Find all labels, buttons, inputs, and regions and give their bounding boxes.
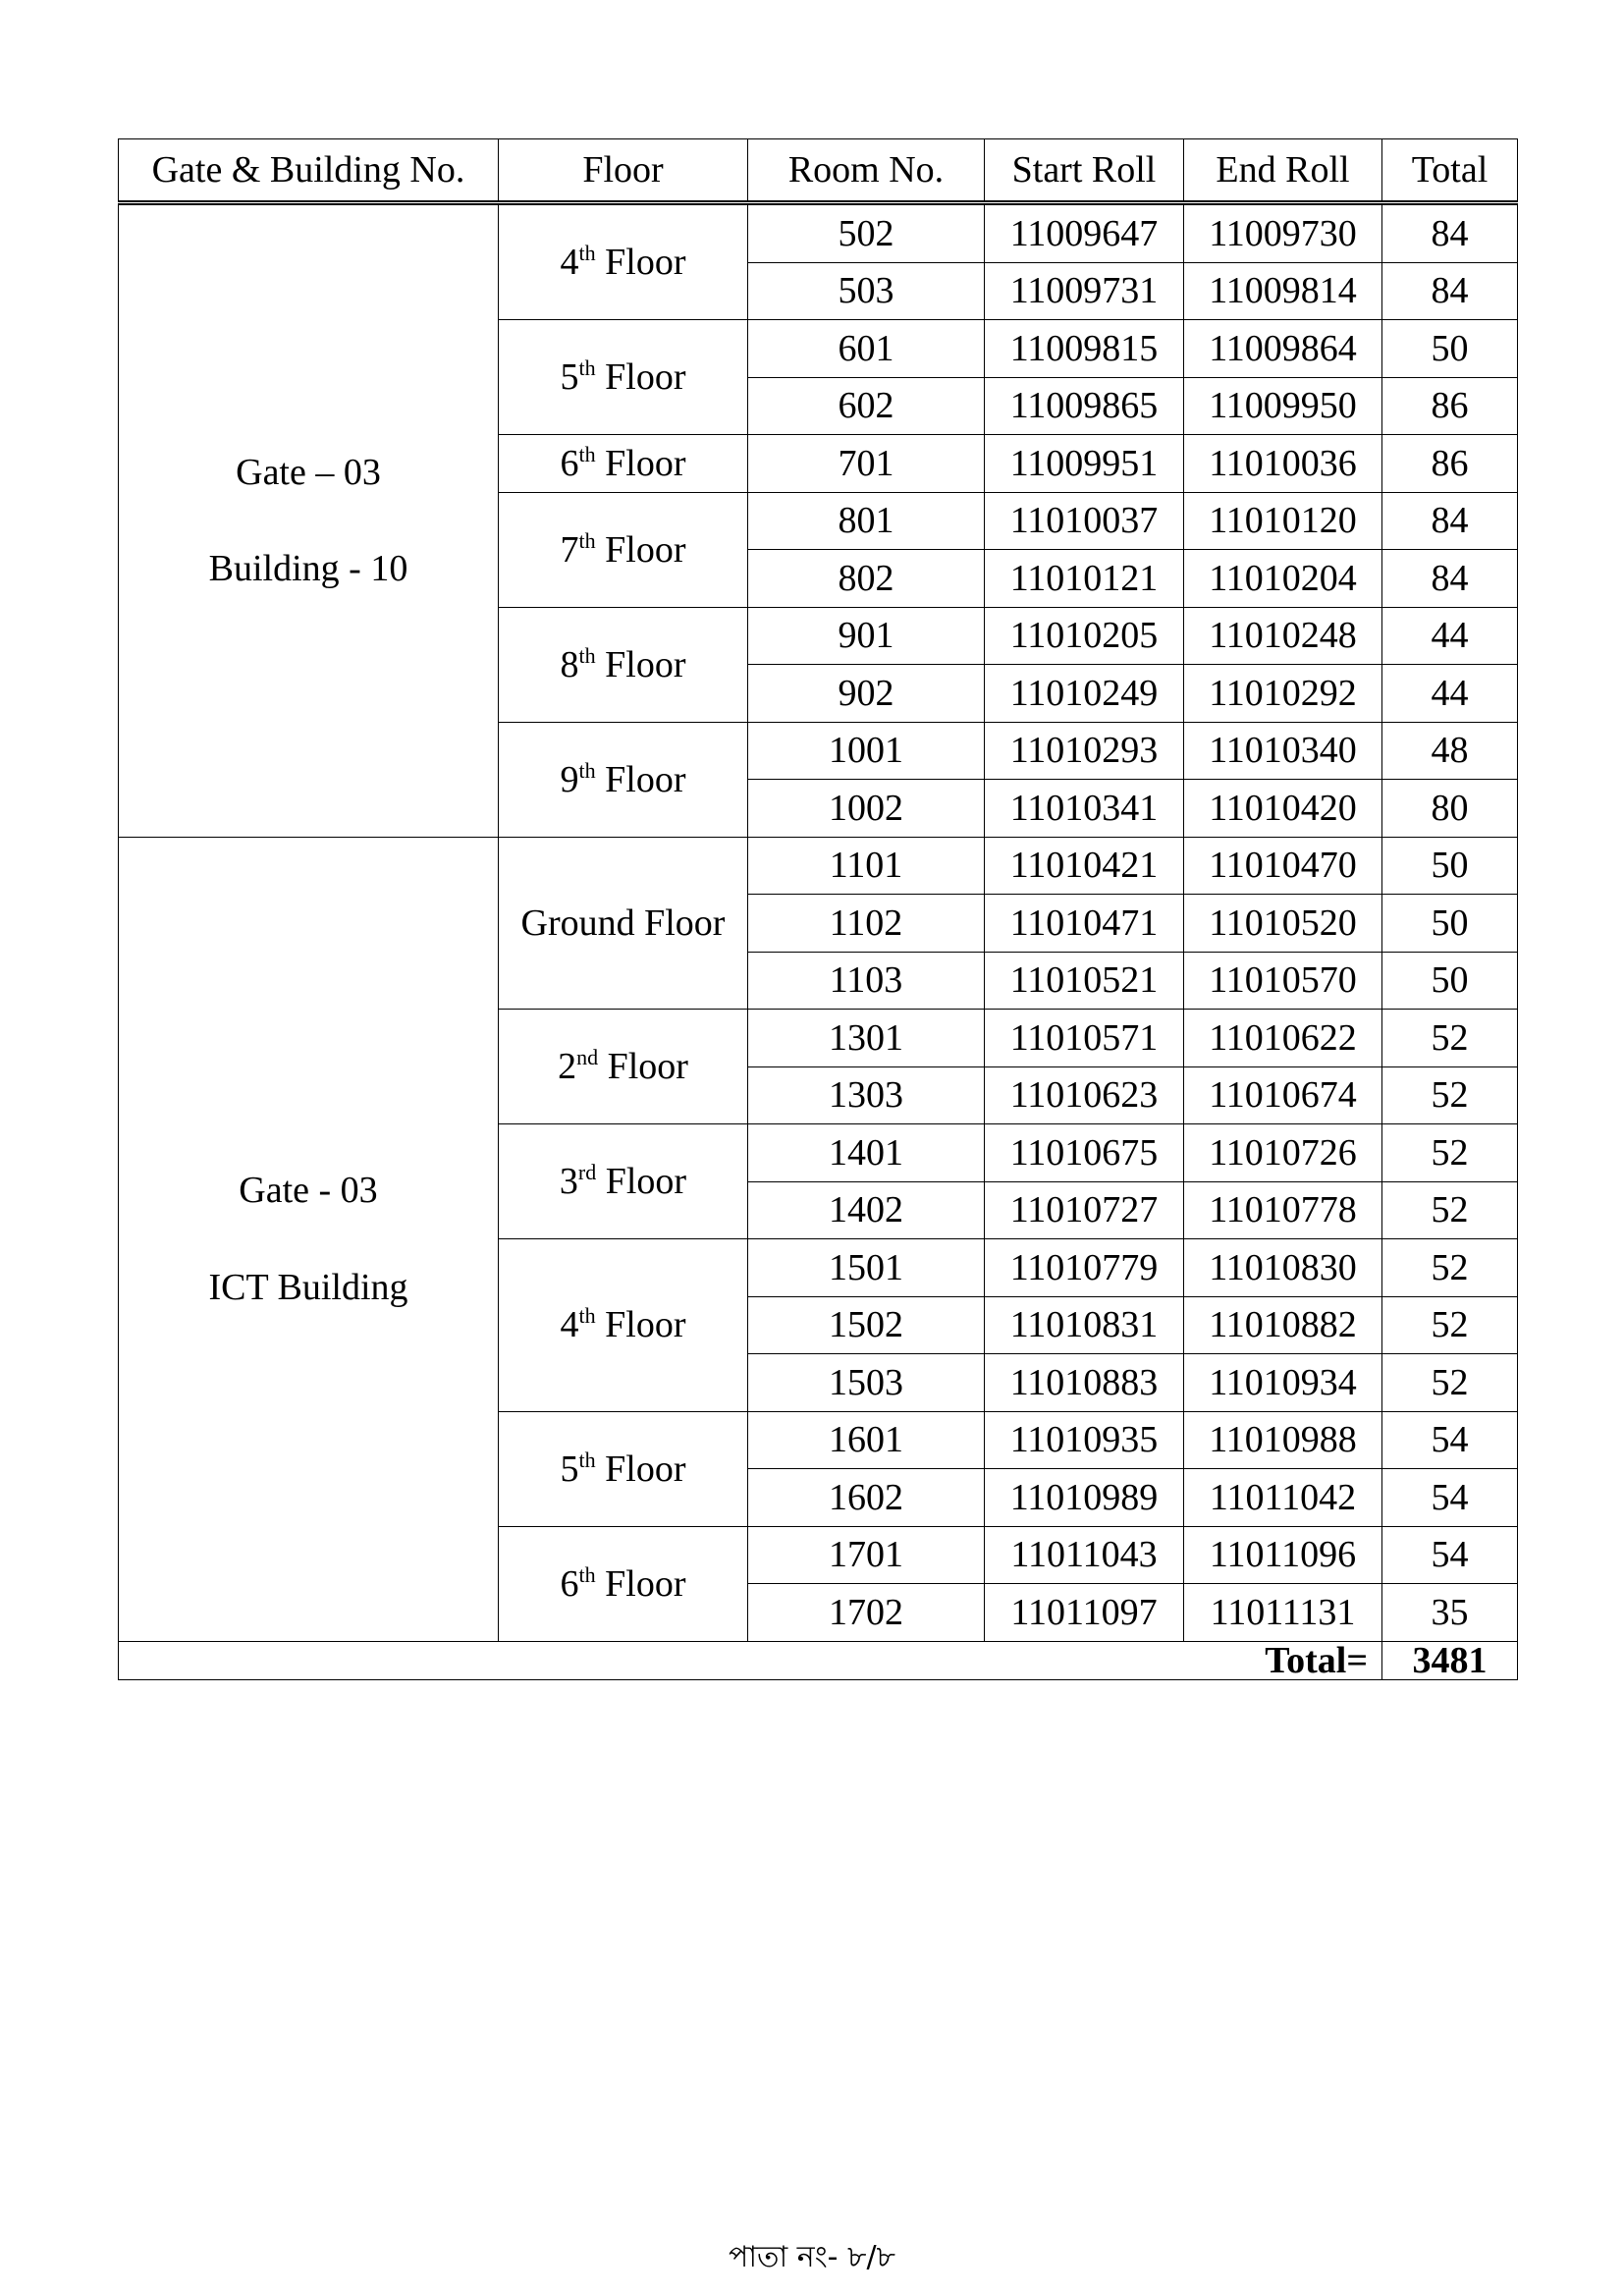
end-roll-cell: 11010036 xyxy=(1184,435,1382,493)
header-start-roll: Start Roll xyxy=(985,139,1184,203)
start-roll-cell: 11009815 xyxy=(985,320,1184,378)
total-cell: 84 xyxy=(1382,262,1518,320)
start-roll-cell: 11010883 xyxy=(985,1354,1184,1412)
start-roll-cell: 11010935 xyxy=(985,1411,1184,1469)
start-roll-cell: 11010989 xyxy=(985,1469,1184,1527)
end-roll-cell: 11009814 xyxy=(1184,262,1382,320)
end-roll-cell: 11010988 xyxy=(1184,1411,1382,1469)
total-cell: 52 xyxy=(1382,1124,1518,1182)
room-no-cell: 1503 xyxy=(748,1354,985,1412)
gate-spacer xyxy=(119,506,498,535)
total-cell: 54 xyxy=(1382,1526,1518,1584)
header-gate-building: Gate & Building No. xyxy=(119,139,499,203)
end-roll-cell: 11010204 xyxy=(1184,550,1382,608)
total-cell: 86 xyxy=(1382,377,1518,435)
floor-number: 5 xyxy=(560,1448,579,1490)
room-no-cell: 1402 xyxy=(748,1181,985,1239)
room-no-cell: 1602 xyxy=(748,1469,985,1527)
total-cell: 50 xyxy=(1382,952,1518,1010)
header-room-no: Room No. xyxy=(748,139,985,203)
end-roll-cell: 11009730 xyxy=(1184,203,1382,263)
total-cell: 50 xyxy=(1382,320,1518,378)
room-no-cell: 1102 xyxy=(748,895,985,953)
floor-cell xyxy=(499,1239,748,1412)
floor-number: 5 xyxy=(560,356,579,398)
floor-label: Floor xyxy=(605,1161,687,1202)
header-floor: Floor xyxy=(499,139,748,203)
table-row xyxy=(119,837,1518,895)
start-roll-cell: 11010623 xyxy=(985,1066,1184,1124)
room-no-cell: 1601 xyxy=(748,1411,985,1469)
total-cell: 52 xyxy=(1382,1296,1518,1354)
floor-ordinal-suffix: th xyxy=(578,1303,596,1329)
total-cell: 86 xyxy=(1382,435,1518,493)
room-no-cell: 502 xyxy=(748,203,985,263)
room-no-cell: 1701 xyxy=(748,1526,985,1584)
floor-cell xyxy=(499,1010,748,1124)
total-cell: 50 xyxy=(1382,837,1518,895)
room-no-cell: 601 xyxy=(748,320,985,378)
floor-cell xyxy=(499,722,748,837)
floor-cell xyxy=(499,607,748,722)
seat-plan-table xyxy=(118,138,1518,1680)
floor-ordinal-suffix: rd xyxy=(577,1160,597,1184)
total-cell: 35 xyxy=(1382,1584,1518,1642)
floor-number: 4 xyxy=(560,1304,579,1346)
gate-building-cell xyxy=(119,837,499,1641)
floor-label: Floor xyxy=(605,528,686,571)
end-roll-cell: 11010882 xyxy=(1184,1296,1382,1354)
room-no-cell: 802 xyxy=(748,550,985,608)
table-row xyxy=(119,203,1518,263)
room-no-cell: 902 xyxy=(748,665,985,723)
room-no-cell: 901 xyxy=(748,607,985,665)
floor-cell xyxy=(499,1411,748,1526)
floor-label: Floor xyxy=(605,356,686,398)
floor-cell xyxy=(499,1526,748,1641)
end-roll-cell: 11010726 xyxy=(1184,1124,1382,1182)
end-roll-cell: 11010292 xyxy=(1184,665,1382,723)
end-roll-cell: 11011096 xyxy=(1184,1526,1382,1584)
end-roll-cell: 11010248 xyxy=(1184,607,1382,665)
room-no-cell: 1301 xyxy=(748,1010,985,1067)
start-roll-cell: 11009647 xyxy=(985,203,1184,263)
total-cell: 54 xyxy=(1382,1411,1518,1469)
floor-ordinal-suffix: th xyxy=(578,642,596,668)
floor-label: Floor xyxy=(605,1304,686,1346)
start-roll-cell: 11010727 xyxy=(985,1181,1184,1239)
floor-label: Floor xyxy=(605,643,686,685)
total-cell: 54 xyxy=(1382,1469,1518,1527)
floor-ordinal-suffix: th xyxy=(578,441,596,466)
floor-cell xyxy=(499,435,748,493)
end-roll-cell: 11010120 xyxy=(1184,492,1382,550)
total-cell: 52 xyxy=(1382,1354,1518,1412)
floor-ordinal-suffix: th xyxy=(578,355,596,380)
page-number: পাতা নং- ৮/৮ xyxy=(728,2240,896,2274)
start-roll-cell: 11010341 xyxy=(985,780,1184,838)
start-roll-cell: 11010471 xyxy=(985,895,1184,953)
room-no-cell: 1001 xyxy=(748,722,985,780)
room-no-cell: 1502 xyxy=(748,1296,985,1354)
total-cell: 52 xyxy=(1382,1010,1518,1067)
start-roll-cell: 11010421 xyxy=(985,837,1184,895)
grand-total-value: 3481 xyxy=(1382,1641,1518,1679)
end-roll-cell: 11010340 xyxy=(1184,722,1382,780)
start-roll-cell: 11010121 xyxy=(985,550,1184,608)
floor-number: 2 xyxy=(558,1046,577,1087)
floor-cell xyxy=(499,1124,748,1239)
floor-ordinal-suffix: th xyxy=(578,241,596,265)
start-roll-cell: 11011043 xyxy=(985,1526,1184,1584)
floor-label: Floor xyxy=(605,242,686,283)
floor-cell xyxy=(499,320,748,435)
end-roll-cell: 11011131 xyxy=(1184,1584,1382,1642)
start-roll-cell: 11010293 xyxy=(985,722,1184,780)
start-roll-cell: 11010571 xyxy=(985,1010,1184,1067)
room-no-cell: 503 xyxy=(748,262,985,320)
end-roll-cell: 11009950 xyxy=(1184,377,1382,435)
building-label: Building - 10 xyxy=(208,548,408,590)
total-cell: 84 xyxy=(1382,203,1518,263)
floor-ordinal-suffix: th xyxy=(578,1561,596,1587)
end-roll-cell: 11010830 xyxy=(1184,1239,1382,1297)
start-roll-cell: 11010037 xyxy=(985,492,1184,550)
total-cell: 48 xyxy=(1382,722,1518,780)
room-no-cell: 602 xyxy=(748,377,985,435)
gate-label: Gate – 03 xyxy=(236,451,381,493)
floor-label: Floor xyxy=(605,1448,686,1490)
end-roll-cell: 11010520 xyxy=(1184,895,1382,953)
end-roll-cell: 11009864 xyxy=(1184,320,1382,378)
start-roll-cell: 11009865 xyxy=(985,377,1184,435)
room-no-cell: 1002 xyxy=(748,780,985,838)
end-roll-cell: 11010470 xyxy=(1184,837,1382,895)
header-end-roll: End Roll xyxy=(1184,139,1382,203)
building-label: ICT Building xyxy=(208,1266,408,1308)
start-roll-cell: 11010675 xyxy=(985,1124,1184,1182)
table-body xyxy=(119,203,1518,1642)
total-cell: 44 xyxy=(1382,607,1518,665)
end-roll-cell: 11011042 xyxy=(1184,1469,1382,1527)
header-total: Total xyxy=(1382,139,1518,203)
start-roll-cell: 11011097 xyxy=(985,1584,1184,1642)
room-no-cell: 1303 xyxy=(748,1066,985,1124)
total-cell: 52 xyxy=(1382,1181,1518,1239)
start-roll-cell: 11010249 xyxy=(985,665,1184,723)
floor-number: 8 xyxy=(560,643,579,685)
room-no-cell: 801 xyxy=(748,492,985,550)
start-roll-cell: 11010521 xyxy=(985,952,1184,1010)
floor-number: 6 xyxy=(560,442,579,484)
end-roll-cell: 11010622 xyxy=(1184,1010,1382,1067)
total-cell: 50 xyxy=(1382,895,1518,953)
end-roll-cell: 11010674 xyxy=(1184,1066,1382,1124)
total-cell: 52 xyxy=(1382,1239,1518,1297)
gate-label: Gate - 03 xyxy=(239,1170,378,1212)
floor-ordinal-suffix: th xyxy=(578,757,596,783)
floor-label: Floor xyxy=(607,1046,688,1087)
floor-label: Floor xyxy=(605,1562,686,1605)
start-roll-cell: 11009951 xyxy=(985,435,1184,493)
start-roll-cell: 11010831 xyxy=(985,1296,1184,1354)
floor-ordinal-suffix: th xyxy=(578,1447,596,1472)
floor-label: Floor xyxy=(605,758,686,800)
end-roll-cell: 11010934 xyxy=(1184,1354,1382,1412)
floor-label: Floor xyxy=(605,442,686,484)
total-cell: 52 xyxy=(1382,1066,1518,1124)
start-roll-cell: 11009731 xyxy=(985,262,1184,320)
total-cell: 44 xyxy=(1382,665,1518,723)
floor-cell xyxy=(499,492,748,607)
total-row xyxy=(119,1641,1518,1679)
end-roll-cell: 11010570 xyxy=(1184,952,1382,1010)
room-no-cell: 701 xyxy=(748,435,985,493)
end-roll-cell: 11010420 xyxy=(1184,780,1382,838)
header-row xyxy=(119,139,1518,203)
floor-number: 7 xyxy=(560,528,579,571)
room-no-cell: 1103 xyxy=(748,952,985,1010)
floor-number: 6 xyxy=(560,1562,579,1605)
floor-number: 4 xyxy=(560,242,579,283)
room-no-cell: 1702 xyxy=(748,1584,985,1642)
floor-ordinal-suffix: th xyxy=(578,527,596,553)
floor-label: Ground Floor xyxy=(520,902,726,944)
start-roll-cell: 11010779 xyxy=(985,1239,1184,1297)
room-no-cell: 1101 xyxy=(748,837,985,895)
floor-ordinal-suffix: nd xyxy=(576,1045,599,1069)
total-cell: 80 xyxy=(1382,780,1518,838)
floor-number: 3 xyxy=(559,1161,578,1202)
gate-building-cell xyxy=(119,203,499,838)
gate-spacer xyxy=(119,1225,498,1254)
total-cell: 84 xyxy=(1382,492,1518,550)
room-no-cell: 1401 xyxy=(748,1124,985,1182)
grand-total-label: Total= xyxy=(119,1641,1382,1679)
end-roll-cell: 11010778 xyxy=(1184,1181,1382,1239)
floor-number: 9 xyxy=(560,758,579,800)
floor-cell xyxy=(499,203,748,320)
floor-cell xyxy=(499,837,748,1010)
room-no-cell: 1501 xyxy=(748,1239,985,1297)
start-roll-cell: 11010205 xyxy=(985,607,1184,665)
total-cell: 84 xyxy=(1382,550,1518,608)
